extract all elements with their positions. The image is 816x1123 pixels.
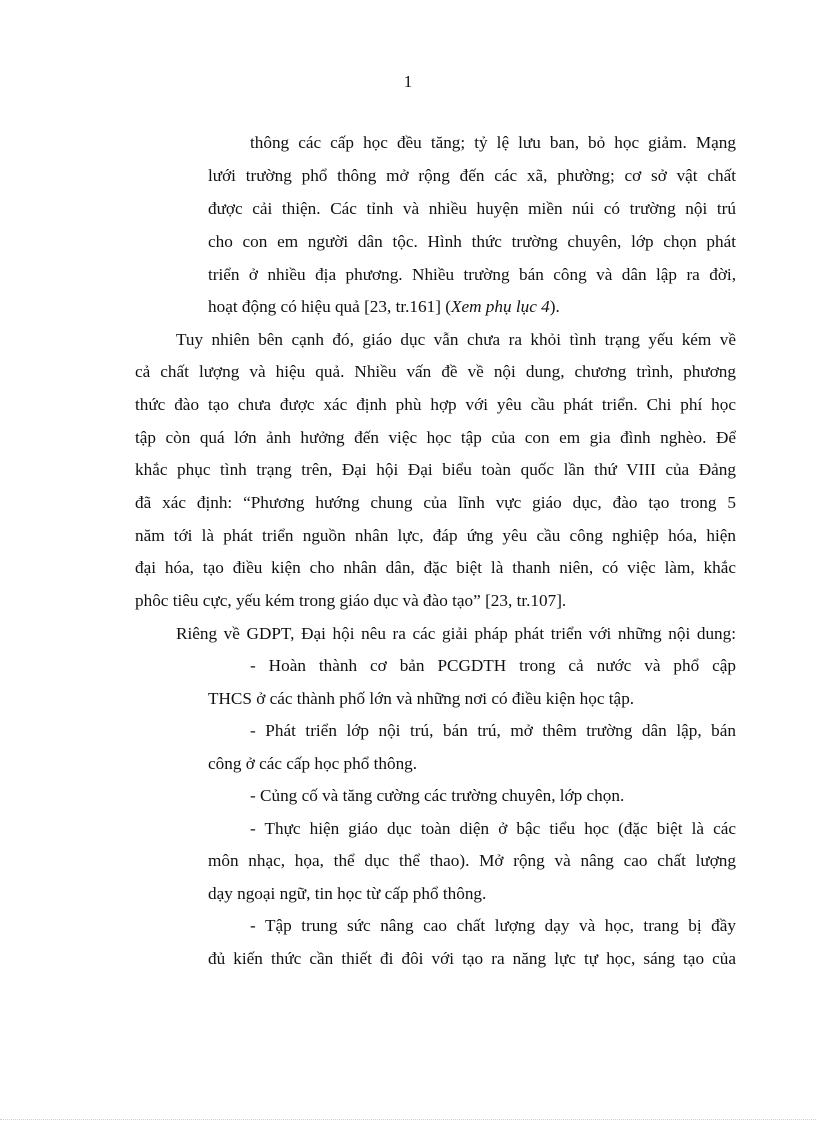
text-line: đại hóa, tạo điều kiện cho nhân dân, đặc biệt là thanh niên, có việc làm, khắc: [135, 558, 736, 577]
list-item: công ở các cấp học phổ thông.: [208, 754, 418, 773]
appendix-reference: Xem phụ lục 4: [450, 297, 550, 316]
text-line: lưới trường phổ thông mở rộng đến các xã, phường; cơ sở vật chất: [208, 166, 736, 185]
list-item: - Phát triển lớp nội trú, bán trú, mở thêm trường dân lập, bán: [250, 721, 736, 740]
list-item: đủ kiến thức cần thiết đi đôi với tạo ra năng lực tự học, sáng tạo của: [208, 949, 736, 968]
page-number: 1: [403, 72, 413, 91]
list-item: - Củng cố và tăng cường các trường chuyên, lớp chọn.: [250, 786, 625, 805]
text-line: cho con em người dân tộc. Hình thức trường chuyên, lớp chọn phát: [208, 232, 736, 251]
list-item: môn nhạc, họa, thể dục thể thao). Mở rộng và nâng cao chất lượng: [208, 851, 736, 870]
text-line: tập còn quá lớn ảnh hưởng đến việc học tập của con em gia đình nghèo. Để: [135, 428, 736, 447]
text-line: [208, 295, 560, 319]
page-bottom-divider: [0, 1119, 816, 1120]
text-line: thông các cấp học đều tăng; tỷ lệ lưu ban, bỏ học giảm. Mạng: [250, 133, 736, 152]
text-line: Tuy nhiên bên cạnh đó, giáo dục vẫn chưa ra khỏi tình trạng yếu kém về: [176, 330, 736, 349]
text-line: cả chất lượng và hiệu quả. Nhiều vấn đề về nội dung, chương trình, phương: [135, 362, 736, 381]
text-line: phôc tiêu cực, yếu kém trong giáo dục và đào tạo” [23, tr.107].: [135, 591, 567, 610]
list-item: - Hoàn thành cơ bản PCGDTH trong cả nước và phổ cập: [250, 656, 736, 675]
text-line: khắc phục tình trạng trên, Đại hội Đại biểu toàn quốc lần thứ VIII của Đảng: [135, 460, 736, 479]
list-item: - Thực hiện giáo dục toàn diện ở bậc tiểu học (đặc biệt là các: [250, 819, 736, 838]
text-run: ).: [549, 297, 560, 316]
text-line: thức đào tạo chưa được xác định phù hợp với yêu cầu phát triển. Chi phí học: [135, 395, 736, 414]
list-item: - Tập trung sức nâng cao chất lượng dạy và học, trang bị đầy: [250, 916, 736, 935]
text-line: đã xác định: “Phương hướng chung của lĩnh vực giáo dục, đào tạo trong 5: [135, 493, 736, 512]
text-line: được cải thiện. Các tỉnh và nhiều huyện miền núi có trường nội trú: [208, 199, 736, 218]
list-item: dạy ngoại ngữ, tin học từ cấp phổ thông.: [208, 884, 487, 903]
text-line: triển ở nhiều địa phương. Nhiều trường bán công và dân lập ra đời,: [208, 265, 736, 284]
list-item: THCS ở các thành phố lớn và những nơi có điều kiện học tập.: [208, 689, 635, 708]
text-line: năm tới là phát triển nguồn nhân lực, đáp ứng yêu cầu công nghiệp hóa, hiện: [135, 526, 736, 545]
text-run: hoạt động có hiệu quả [23, tr.161] (: [208, 297, 451, 316]
text-line: Riêng về GDPT, Đại hội nêu ra các giải pháp phát triển với những nội dung:: [176, 624, 736, 643]
